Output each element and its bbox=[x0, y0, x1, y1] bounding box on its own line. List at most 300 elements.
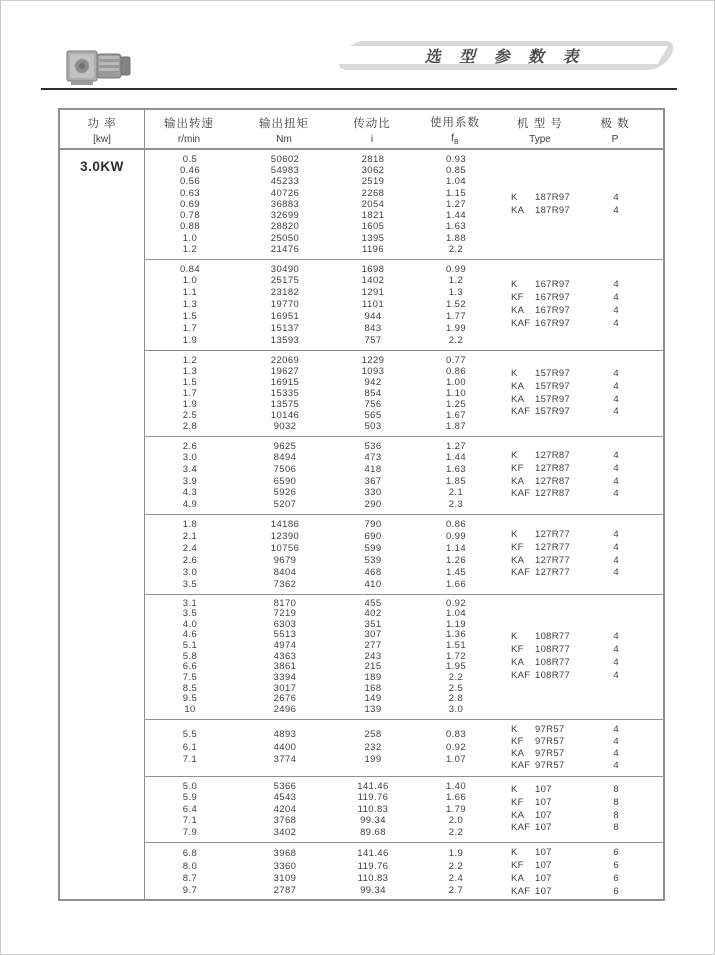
type-row bbox=[501, 476, 663, 489]
type-prefix: KA bbox=[511, 305, 525, 316]
cell-poles: 4 bbox=[613, 317, 619, 329]
table-row bbox=[145, 233, 501, 244]
cell-output-speed: 10 bbox=[184, 703, 196, 715]
cell-poles: 6 bbox=[613, 885, 619, 897]
cell-output-torque: 4974 bbox=[273, 640, 297, 652]
cell-output-speed: 1.9 bbox=[182, 399, 198, 411]
cell-output-torque: 5926 bbox=[273, 487, 297, 499]
cell-ratio: 277 bbox=[364, 640, 382, 652]
cell-ratio: 258 bbox=[364, 729, 382, 741]
cell-service-factor: 1.72 bbox=[445, 650, 467, 662]
cell-poles: 4 bbox=[613, 669, 619, 681]
cell-ratio: 149 bbox=[364, 693, 382, 705]
cell-output-speed: 1.7 bbox=[182, 387, 198, 399]
cell-output-speed: 9.7 bbox=[182, 885, 198, 897]
cell-poles: 4 bbox=[613, 393, 619, 405]
type-model: 107 bbox=[535, 822, 552, 834]
cell-ratio: 1395 bbox=[361, 232, 385, 244]
cell-output-speed: 0.63 bbox=[179, 187, 201, 199]
cell-ratio: 854 bbox=[364, 387, 382, 399]
table-body bbox=[145, 150, 663, 899]
cell-service-factor: 1.88 bbox=[445, 232, 467, 244]
cell-output-torque: 4204 bbox=[273, 803, 297, 815]
type-row bbox=[501, 810, 663, 823]
cell-poles: 4 bbox=[613, 406, 619, 418]
cell-ratio: 290 bbox=[364, 498, 382, 510]
type-model: 157R97 bbox=[535, 380, 571, 392]
type-row bbox=[501, 748, 663, 760]
cell-service-factor: 0.83 bbox=[445, 729, 467, 741]
cell-ratio: 539 bbox=[364, 554, 382, 566]
type-row bbox=[501, 368, 663, 381]
type-prefix: KAF bbox=[511, 822, 531, 834]
type-model: 97R57 bbox=[535, 760, 565, 772]
cell-ratio: 1229 bbox=[361, 354, 385, 366]
cell-service-factor: 1.10 bbox=[445, 387, 467, 399]
cell-output-speed: 1.0 bbox=[182, 232, 198, 244]
cell-output-speed: 1.5 bbox=[182, 310, 198, 322]
table-row bbox=[145, 399, 501, 410]
cell-service-factor: 2.7 bbox=[448, 885, 464, 897]
type-prefix: KF bbox=[511, 860, 524, 872]
cell-poles: 4 bbox=[613, 462, 619, 474]
cell-service-factor: 0.77 bbox=[445, 354, 467, 366]
type-list bbox=[501, 150, 663, 259]
header-unit: Nm bbox=[276, 133, 292, 145]
type-model: 187R97 bbox=[535, 204, 571, 216]
cell-poles: 6 bbox=[613, 873, 619, 884]
cell-type-name bbox=[501, 305, 581, 318]
cell-output-torque: 54983 bbox=[270, 165, 300, 177]
cell-output-speed: 5.5 bbox=[182, 729, 198, 741]
type-row bbox=[501, 529, 663, 542]
table-row bbox=[145, 323, 501, 335]
type-row bbox=[501, 488, 663, 501]
cell-output-speed: 6.6 bbox=[182, 661, 198, 673]
cell-ratio: 790 bbox=[364, 518, 382, 530]
type-list bbox=[501, 515, 663, 594]
data-rows bbox=[145, 351, 501, 436]
cell-output-torque: 7362 bbox=[273, 578, 297, 590]
cell-ratio: 473 bbox=[364, 452, 382, 464]
cell-poles: 4 bbox=[613, 760, 619, 772]
cell-service-factor: 1.2 bbox=[448, 275, 464, 287]
type-model: 108R77 bbox=[535, 657, 571, 668]
cell-output-speed: 1.3 bbox=[182, 299, 198, 311]
table-row bbox=[145, 244, 501, 255]
ratio-block bbox=[145, 719, 663, 776]
cell-poles: 4 bbox=[613, 449, 619, 461]
table-row bbox=[145, 188, 501, 199]
cell-output-torque: 3768 bbox=[273, 815, 297, 827]
cell-output-torque: 7506 bbox=[273, 463, 297, 475]
type-prefix: KAF bbox=[511, 885, 531, 897]
cell-output-torque: 23182 bbox=[270, 287, 300, 299]
cell-output-speed: 4.3 bbox=[182, 487, 198, 499]
cell-service-factor: 1.95 bbox=[445, 661, 467, 673]
header-label: 输出转速 bbox=[164, 117, 214, 130]
cell-ratio: 1698 bbox=[361, 263, 385, 275]
type-prefix: KAF bbox=[511, 567, 531, 579]
table-row bbox=[145, 388, 501, 399]
cell-service-factor: 1.45 bbox=[445, 566, 467, 578]
type-model: 127R77 bbox=[535, 567, 571, 579]
type-prefix: KF bbox=[511, 796, 524, 808]
table-row bbox=[145, 804, 501, 816]
cell-poles: 4 bbox=[613, 644, 619, 656]
cell-output-speed: 8.0 bbox=[182, 860, 198, 872]
cell-type-name bbox=[501, 724, 581, 736]
cell-poles: 8 bbox=[613, 809, 619, 821]
cell-output-speed: 4.9 bbox=[182, 498, 198, 510]
type-model: 127R77 bbox=[535, 541, 571, 553]
cell-output-torque: 3360 bbox=[273, 860, 297, 872]
cell-output-torque: 8170 bbox=[273, 597, 297, 609]
cell-ratio: 410 bbox=[364, 578, 382, 590]
cell-output-speed: 0.56 bbox=[179, 176, 201, 188]
cell-ratio: 141.46 bbox=[357, 780, 389, 792]
cell-type-name bbox=[501, 644, 581, 657]
table-header-row bbox=[60, 110, 663, 150]
cell-ratio: 243 bbox=[364, 650, 382, 662]
data-rows bbox=[145, 720, 501, 776]
cell-type-name bbox=[501, 488, 581, 501]
cell-output-torque: 3861 bbox=[273, 661, 297, 673]
type-model: 167R97 bbox=[535, 317, 571, 329]
cell-output-torque: 7219 bbox=[273, 608, 297, 620]
table-row bbox=[145, 555, 501, 567]
cell-output-torque: 15335 bbox=[270, 387, 300, 399]
cell-poles: 4 bbox=[613, 528, 619, 540]
cell-service-factor: 1.44 bbox=[445, 210, 467, 222]
selection-parameter-table bbox=[58, 108, 665, 901]
cell-output-torque: 25050 bbox=[270, 232, 300, 244]
type-model: 107 bbox=[535, 873, 552, 884]
cell-output-torque: 9679 bbox=[273, 554, 297, 566]
cell-output-speed: 2.1 bbox=[182, 530, 198, 542]
type-model: 127R87 bbox=[535, 488, 571, 500]
cell-output-speed: 5.1 bbox=[182, 640, 198, 652]
cell-service-factor: 1.00 bbox=[445, 376, 467, 388]
cell-ratio: 199 bbox=[364, 754, 382, 766]
type-prefix: KA bbox=[511, 380, 525, 392]
type-row bbox=[501, 394, 663, 407]
table-row bbox=[145, 335, 501, 347]
type-model: 167R97 bbox=[535, 305, 571, 316]
type-prefix: KA bbox=[511, 475, 525, 487]
cell-type-name bbox=[501, 567, 581, 580]
ratio-block bbox=[145, 436, 663, 514]
cell-output-torque: 5207 bbox=[273, 498, 297, 510]
type-row bbox=[501, 797, 663, 810]
type-model: 108R77 bbox=[535, 644, 571, 656]
type-list bbox=[501, 260, 663, 350]
cell-type-name bbox=[501, 670, 581, 683]
cell-output-speed: 5.0 bbox=[182, 780, 198, 792]
cell-type-name bbox=[501, 736, 581, 748]
cell-poles: 8 bbox=[613, 822, 619, 834]
cell-service-factor: 0.92 bbox=[445, 741, 467, 753]
cell-output-speed: 4.6 bbox=[182, 629, 198, 641]
cell-service-factor: 2.3 bbox=[448, 498, 464, 510]
cell-output-torque: 21476 bbox=[270, 243, 300, 255]
table-row bbox=[145, 885, 501, 897]
data-rows bbox=[145, 437, 501, 514]
cell-type-name bbox=[501, 797, 581, 810]
cell-type-name bbox=[501, 529, 581, 542]
cell-poles: 4 bbox=[613, 554, 619, 566]
type-model: 157R97 bbox=[535, 393, 571, 405]
cell-ratio: 1196 bbox=[361, 243, 385, 255]
cell-ratio: 2519 bbox=[361, 176, 385, 188]
type-model: 97R57 bbox=[535, 723, 565, 735]
cell-output-torque: 2787 bbox=[273, 885, 297, 897]
cell-output-torque: 36883 bbox=[270, 198, 300, 210]
cell-ratio: 1605 bbox=[361, 221, 385, 233]
data-rows bbox=[145, 777, 501, 842]
cell-poles: 6 bbox=[613, 847, 619, 859]
cell-ratio: 141.46 bbox=[357, 848, 389, 860]
type-row bbox=[501, 381, 663, 394]
type-prefix: KAF bbox=[511, 406, 531, 418]
type-model: 107 bbox=[535, 860, 552, 872]
header-unit: $f_B$ bbox=[451, 132, 459, 146]
ratio-block bbox=[145, 776, 663, 842]
cell-service-factor: 1.36 bbox=[445, 629, 467, 641]
cell-output-speed: 3.1 bbox=[182, 597, 198, 609]
cell-output-torque: 28820 bbox=[270, 221, 300, 233]
cell-output-torque: 9625 bbox=[273, 440, 297, 452]
type-row bbox=[501, 305, 663, 318]
table-row bbox=[145, 861, 501, 873]
table-row bbox=[145, 567, 501, 579]
cell-type-name bbox=[501, 450, 581, 463]
type-prefix: KF bbox=[511, 292, 524, 304]
type-row bbox=[501, 631, 663, 644]
cell-service-factor: 1.04 bbox=[445, 608, 467, 620]
cell-output-speed: 3.9 bbox=[182, 475, 198, 487]
cell-service-factor: 3.0 bbox=[448, 703, 464, 715]
cell-ratio: 99.34 bbox=[360, 815, 386, 827]
cell-output-torque: 45233 bbox=[270, 176, 300, 188]
cell-type-name bbox=[501, 631, 581, 644]
cell-type-name bbox=[501, 555, 581, 568]
cell-output-torque: 5366 bbox=[273, 780, 297, 792]
table-row bbox=[145, 543, 501, 555]
cell-service-factor: 2.2 bbox=[448, 671, 464, 683]
cell-ratio: 168 bbox=[364, 682, 382, 694]
cell-ratio: 110.83 bbox=[357, 873, 389, 884]
type-row bbox=[501, 724, 663, 736]
type-prefix: KAF bbox=[511, 317, 531, 329]
cell-type-name bbox=[501, 192, 581, 205]
cell-ratio: 455 bbox=[364, 597, 382, 609]
cell-service-factor: 1.25 bbox=[445, 399, 467, 411]
cell-service-factor: 1.79 bbox=[445, 803, 467, 815]
cell-service-factor: 2.2 bbox=[448, 334, 464, 346]
cell-service-factor: 2.5 bbox=[448, 682, 464, 694]
type-prefix: K bbox=[511, 528, 518, 540]
type-prefix: K bbox=[511, 279, 518, 291]
table-row bbox=[145, 694, 501, 705]
type-model: 107 bbox=[535, 809, 552, 821]
cell-ratio: 1821 bbox=[361, 210, 385, 222]
cell-ratio: 944 bbox=[364, 310, 382, 322]
header-cell-4 bbox=[500, 110, 580, 148]
cell-type-name bbox=[501, 406, 581, 419]
cell-output-speed: 4.0 bbox=[182, 618, 198, 630]
table-row bbox=[145, 154, 501, 165]
cell-service-factor: 1.27 bbox=[445, 440, 467, 452]
cell-output-speed: 6.8 bbox=[182, 848, 198, 860]
type-prefix: KF bbox=[511, 735, 524, 747]
cell-type-name bbox=[501, 394, 581, 407]
header-unit: r/min bbox=[177, 133, 201, 145]
cell-output-speed: 3.5 bbox=[182, 608, 198, 620]
table-row bbox=[145, 464, 501, 476]
type-prefix: K bbox=[511, 367, 518, 379]
cell-ratio: 565 bbox=[364, 410, 382, 422]
gearmotor-photo-icon bbox=[61, 41, 137, 91]
cell-type-name bbox=[501, 886, 581, 899]
cell-service-factor: 2.4 bbox=[448, 873, 464, 884]
type-prefix: KAF bbox=[511, 669, 531, 681]
cell-output-speed: 8.7 bbox=[182, 873, 198, 884]
ratio-block bbox=[145, 842, 663, 903]
type-model: 157R97 bbox=[535, 406, 571, 418]
cell-output-torque: 19627 bbox=[270, 365, 300, 377]
type-list bbox=[501, 777, 663, 842]
type-prefix: KA bbox=[511, 204, 525, 216]
cell-output-torque: 30490 bbox=[270, 263, 300, 275]
cell-service-factor: 0.99 bbox=[445, 530, 467, 542]
cell-poles: 8 bbox=[613, 783, 619, 795]
type-prefix: KAF bbox=[511, 760, 531, 772]
page-title-banner bbox=[331, 41, 679, 70]
header-unit: Type bbox=[529, 133, 551, 145]
type-model: 107 bbox=[535, 847, 552, 859]
data-rows bbox=[145, 515, 501, 594]
table-row bbox=[145, 264, 501, 276]
cell-service-factor: 2.2 bbox=[448, 826, 464, 838]
cell-poles: 4 bbox=[613, 488, 619, 500]
cell-poles: 8 bbox=[613, 796, 619, 808]
table-row bbox=[145, 287, 501, 299]
cell-output-torque: 3017 bbox=[273, 682, 297, 694]
type-row bbox=[501, 822, 663, 835]
cell-output-speed: 1.2 bbox=[182, 243, 198, 255]
type-prefix: K bbox=[511, 191, 518, 203]
cell-output-speed: 3.4 bbox=[182, 463, 198, 475]
type-model: 108R77 bbox=[535, 669, 571, 681]
cell-type-name bbox=[501, 205, 581, 218]
cell-ratio: 139 bbox=[364, 703, 382, 715]
table-row bbox=[145, 781, 501, 793]
cell-type-name bbox=[501, 476, 581, 489]
page-title: 选 型 参 数 表 bbox=[424, 49, 586, 66]
type-model: 107 bbox=[535, 885, 552, 897]
type-model: 127R87 bbox=[535, 475, 571, 487]
type-prefix: KA bbox=[511, 873, 525, 884]
cell-type-name bbox=[501, 847, 581, 860]
power-column bbox=[60, 150, 144, 899]
cell-service-factor: 1.27 bbox=[445, 198, 467, 210]
cell-output-speed: 3.5 bbox=[182, 578, 198, 590]
cell-poles: 4 bbox=[613, 279, 619, 291]
cell-ratio: 1402 bbox=[361, 275, 385, 287]
header-label: 输出扭矩 bbox=[259, 117, 309, 130]
cell-output-torque: 19770 bbox=[270, 299, 300, 311]
type-list bbox=[501, 720, 663, 776]
cell-service-factor: 1.63 bbox=[445, 221, 467, 233]
type-model: 187R97 bbox=[535, 191, 571, 203]
header-power-unit: [kw] bbox=[93, 133, 111, 145]
table-row bbox=[145, 311, 501, 323]
header-cell-5 bbox=[580, 110, 650, 148]
table-row bbox=[145, 662, 501, 673]
cell-ratio: 189 bbox=[364, 671, 382, 683]
cell-output-speed: 6.1 bbox=[182, 741, 198, 753]
table-row bbox=[145, 848, 501, 860]
table-row bbox=[145, 531, 501, 543]
cell-output-speed: 7.1 bbox=[182, 815, 198, 827]
cell-output-speed: 6.4 bbox=[182, 803, 198, 815]
table-row bbox=[145, 705, 501, 716]
cell-output-speed: 8.5 bbox=[182, 682, 198, 694]
cell-output-speed: 7.1 bbox=[182, 754, 198, 766]
header-power-label: 功 率 bbox=[87, 117, 117, 130]
cell-ratio: 402 bbox=[364, 608, 382, 620]
type-list bbox=[501, 351, 663, 436]
cell-output-torque: 4543 bbox=[273, 792, 297, 804]
type-prefix: KA bbox=[511, 657, 525, 668]
header-label: 极 数 bbox=[600, 117, 630, 130]
type-row bbox=[501, 192, 663, 205]
table-row bbox=[145, 499, 501, 511]
cell-output-torque: 5513 bbox=[273, 629, 297, 641]
cell-output-speed: 0.84 bbox=[179, 263, 201, 275]
cell-poles: 4 bbox=[613, 657, 619, 668]
type-row bbox=[501, 205, 663, 218]
cell-poles: 6 bbox=[613, 860, 619, 872]
cell-output-speed: 0.5 bbox=[182, 154, 198, 166]
cell-service-factor: 0.85 bbox=[445, 165, 467, 177]
cell-type-name bbox=[501, 292, 581, 305]
type-row bbox=[501, 542, 663, 555]
type-row bbox=[501, 886, 663, 899]
cell-output-speed: 1.5 bbox=[182, 376, 198, 388]
cell-ratio: 1093 bbox=[361, 365, 385, 377]
type-prefix: KAF bbox=[511, 488, 531, 500]
type-row bbox=[501, 784, 663, 797]
type-row bbox=[501, 760, 663, 772]
table-row bbox=[145, 176, 501, 187]
cell-service-factor: 2.0 bbox=[448, 815, 464, 827]
data-rows bbox=[145, 260, 501, 350]
cell-service-factor: 1.66 bbox=[445, 578, 467, 590]
cell-service-factor: 1.44 bbox=[445, 452, 467, 464]
cell-ratio: 599 bbox=[364, 542, 382, 554]
cell-ratio: 2818 bbox=[361, 154, 385, 166]
cell-ratio: 757 bbox=[364, 334, 382, 346]
table-row bbox=[145, 742, 501, 754]
table-row bbox=[145, 410, 501, 421]
type-model: 127R77 bbox=[535, 554, 571, 566]
cell-output-torque: 16951 bbox=[270, 310, 300, 322]
type-model: 167R97 bbox=[535, 292, 571, 304]
cell-output-torque: 50602 bbox=[270, 154, 300, 166]
cell-output-torque: 3774 bbox=[273, 754, 297, 766]
